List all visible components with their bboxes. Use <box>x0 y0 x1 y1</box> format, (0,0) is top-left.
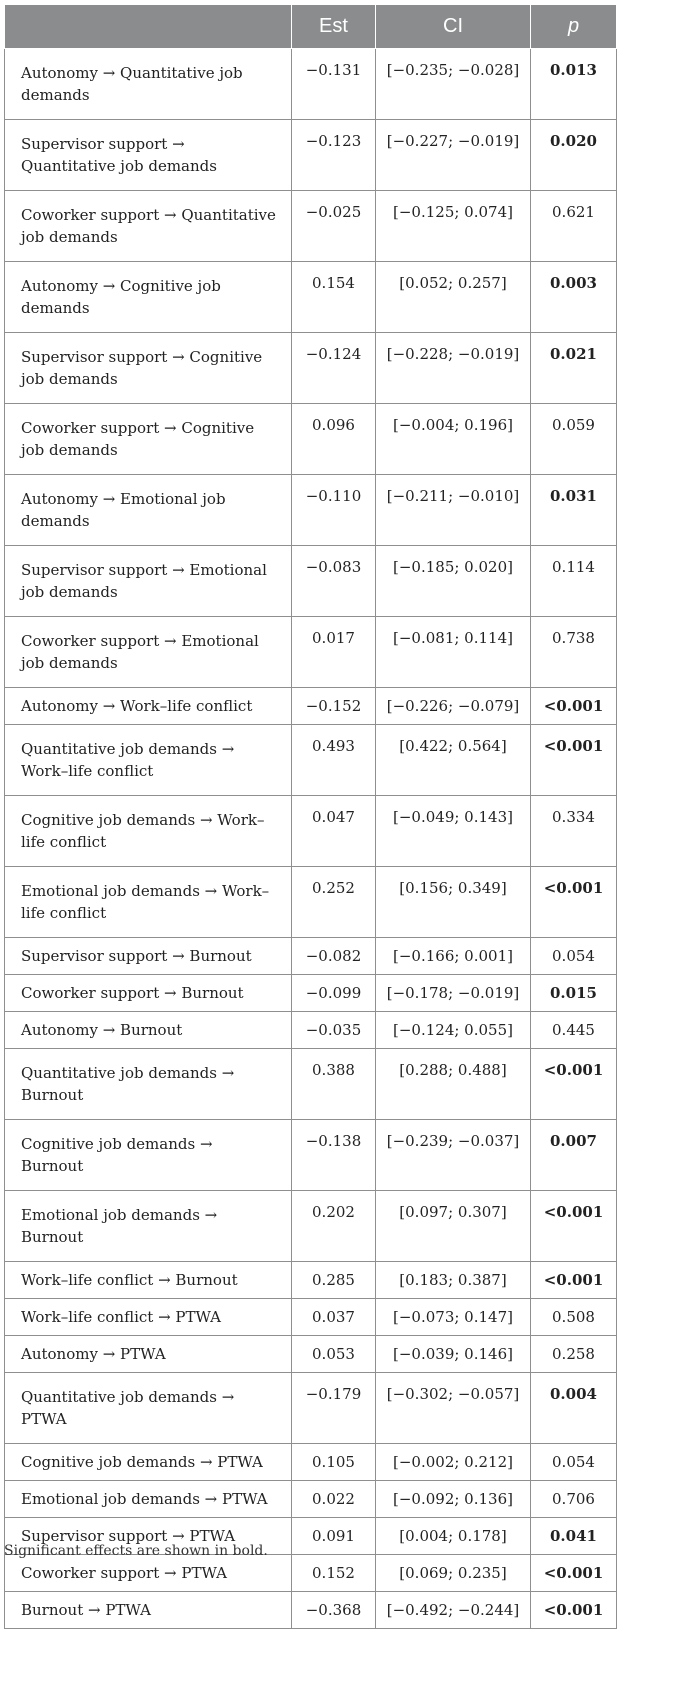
est-cell: −0.110 <box>292 475 376 546</box>
p-value-cell: 0.445 <box>531 1012 617 1049</box>
ci-cell: [−0.226; −0.079] <box>376 688 531 725</box>
table-row <box>5 475 617 546</box>
ci-cell: [−0.227; −0.019] <box>376 120 531 191</box>
table-row <box>5 725 617 796</box>
table-row <box>5 796 617 867</box>
p-value-cell: 0.621 <box>531 191 617 262</box>
header-path <box>5 5 292 49</box>
p-value-cell: 0.114 <box>531 546 617 617</box>
table-row <box>5 1049 617 1120</box>
est-cell: 0.252 <box>292 867 376 938</box>
table-body <box>5 49 617 1629</box>
ci-cell: [0.422; 0.564] <box>376 725 531 796</box>
table-row <box>5 1444 617 1481</box>
est-cell: −0.035 <box>292 1012 376 1049</box>
p-value-cell: 0.015 <box>531 975 617 1012</box>
ci-cell: [−0.125; 0.074] <box>376 191 531 262</box>
est-cell: 0.047 <box>292 796 376 867</box>
est-cell: 0.388 <box>292 1049 376 1120</box>
path-cell: Cognitive job demands → Burnout <box>5 1120 292 1191</box>
path-cell: Autonomy → Work–life conflict <box>5 688 292 725</box>
p-value-cell: <0.001 <box>531 1592 617 1629</box>
est-cell: −0.124 <box>292 333 376 404</box>
ci-cell: [0.288; 0.488] <box>376 1049 531 1120</box>
ci-cell: [0.052; 0.257] <box>376 262 531 333</box>
ci-cell: [−0.178; −0.019] <box>376 975 531 1012</box>
path-cell: Supervisor support → Burnout <box>5 938 292 975</box>
p-value-cell: 0.021 <box>531 333 617 404</box>
path-cell: Coworker support → Quantitative job demands <box>5 191 292 262</box>
header-row <box>5 5 617 49</box>
table-row <box>5 1592 617 1629</box>
est-cell: 0.096 <box>292 404 376 475</box>
est-cell: 0.037 <box>292 1299 376 1336</box>
path-cell: Emotional job demands → Burnout <box>5 1191 292 1262</box>
table-row <box>5 1481 617 1518</box>
est-cell: 0.202 <box>292 1191 376 1262</box>
ci-cell: [−0.211; −0.010] <box>376 475 531 546</box>
p-value-cell: 0.334 <box>531 796 617 867</box>
p-value-cell: 0.706 <box>531 1481 617 1518</box>
table-row <box>5 404 617 475</box>
p-value-cell: 0.258 <box>531 1336 617 1373</box>
path-cell: Quantitative job demands → PTWA <box>5 1373 292 1444</box>
est-cell: −0.138 <box>292 1120 376 1191</box>
est-cell: 0.493 <box>292 725 376 796</box>
table-row <box>5 938 617 975</box>
est-cell: −0.082 <box>292 938 376 975</box>
ci-cell: [−0.004; 0.196] <box>376 404 531 475</box>
header-p: p <box>531 5 617 49</box>
p-value-cell: 0.007 <box>531 1120 617 1191</box>
path-cell: Emotional job demands → PTWA <box>5 1481 292 1518</box>
est-cell: −0.179 <box>292 1373 376 1444</box>
path-cell: Quantitative job demands → Work–life conflict <box>5 725 292 796</box>
path-cell: Work–life conflict → Burnout <box>5 1262 292 1299</box>
est-cell: 0.285 <box>292 1262 376 1299</box>
p-value-cell: <0.001 <box>531 867 617 938</box>
ci-cell: [−0.185; 0.020] <box>376 546 531 617</box>
ci-cell: [0.156; 0.349] <box>376 867 531 938</box>
est-cell: 0.017 <box>292 617 376 688</box>
ci-cell: [−0.092; 0.136] <box>376 1481 531 1518</box>
table-row <box>5 262 617 333</box>
ci-cell: [−0.228; −0.019] <box>376 333 531 404</box>
p-value-cell: 0.041 <box>531 1518 617 1555</box>
ci-cell: [−0.081; 0.114] <box>376 617 531 688</box>
ci-cell: [0.183; 0.387] <box>376 1262 531 1299</box>
ci-cell: [0.097; 0.307] <box>376 1191 531 1262</box>
p-value-cell: <0.001 <box>531 725 617 796</box>
table-row <box>5 867 617 938</box>
ci-cell: [−0.124; 0.055] <box>376 1012 531 1049</box>
ci-cell: [−0.235; −0.028] <box>376 49 531 120</box>
path-cell: Supervisor support → Quantitative job demands <box>5 120 292 191</box>
est-cell: 0.154 <box>292 262 376 333</box>
est-cell: −0.099 <box>292 975 376 1012</box>
header-ci: CI <box>376 5 531 49</box>
ci-cell: [0.069; 0.235] <box>376 1555 531 1592</box>
path-cell: Supervisor support → PTWA <box>5 1518 292 1555</box>
p-value-cell: 0.738 <box>531 617 617 688</box>
table-row <box>5 617 617 688</box>
est-cell: 0.091 <box>292 1518 376 1555</box>
path-cell: Coworker support → PTWA <box>5 1555 292 1592</box>
est-cell: 0.022 <box>292 1481 376 1518</box>
p-value-cell: 0.020 <box>531 120 617 191</box>
p-value-cell: 0.054 <box>531 1444 617 1481</box>
path-cell: Quantitative job demands → Burnout <box>5 1049 292 1120</box>
table-row <box>5 49 617 120</box>
path-cell: Supervisor support → Emotional job demands <box>5 546 292 617</box>
path-cell: Cognitive job demands → PTWA <box>5 1444 292 1481</box>
ci-cell: [−0.049; 0.143] <box>376 796 531 867</box>
path-cell: Emotional job demands → Work–life conflict <box>5 867 292 938</box>
est-cell: −0.025 <box>292 191 376 262</box>
ci-cell: [−0.492; −0.244] <box>376 1592 531 1629</box>
p-value-cell: 0.059 <box>531 404 617 475</box>
table-row <box>5 1012 617 1049</box>
path-cell: Autonomy → Emotional job demands <box>5 475 292 546</box>
ci-cell: [−0.239; −0.037] <box>376 1120 531 1191</box>
table-row <box>5 546 617 617</box>
path-cell: Burnout → PTWA <box>5 1592 292 1629</box>
table-header <box>5 5 617 49</box>
table-row <box>5 1336 617 1373</box>
ci-cell: [0.004; 0.178] <box>376 1518 531 1555</box>
p-value-cell: <0.001 <box>531 1555 617 1592</box>
path-cell: Autonomy → Cognitive job demands <box>5 262 292 333</box>
ci-cell: [−0.039; 0.146] <box>376 1336 531 1373</box>
est-cell: 0.105 <box>292 1444 376 1481</box>
table-row <box>5 120 617 191</box>
ci-cell: [−0.002; 0.212] <box>376 1444 531 1481</box>
table-row <box>5 1191 617 1262</box>
p-value-cell: <0.001 <box>531 1262 617 1299</box>
path-cell: Supervisor support → Cognitive job demands <box>5 333 292 404</box>
est-cell: −0.152 <box>292 688 376 725</box>
table-row <box>5 1373 617 1444</box>
ci-cell: [−0.166; 0.001] <box>376 938 531 975</box>
p-value-cell: 0.508 <box>531 1299 617 1336</box>
results-table <box>4 4 617 1629</box>
results-table-container <box>4 4 616 1629</box>
p-value-cell: <0.001 <box>531 1191 617 1262</box>
header-est: Est <box>292 5 376 49</box>
est-cell: −0.131 <box>292 49 376 120</box>
p-value-cell: <0.001 <box>531 688 617 725</box>
est-cell: −0.083 <box>292 546 376 617</box>
ci-cell: [−0.302; −0.057] <box>376 1373 531 1444</box>
table-row <box>5 1120 617 1191</box>
path-cell: Coworker support → Cognitive job demands <box>5 404 292 475</box>
table-footnote: Significant effects are shown in bold. <box>4 1543 268 1559</box>
table-row <box>5 975 617 1012</box>
p-value-cell: <0.001 <box>531 1049 617 1120</box>
path-cell: Autonomy → PTWA <box>5 1336 292 1373</box>
table-row <box>5 1299 617 1336</box>
p-value-cell: 0.054 <box>531 938 617 975</box>
table-row <box>5 1555 617 1592</box>
est-cell: −0.123 <box>292 120 376 191</box>
est-cell: −0.368 <box>292 1592 376 1629</box>
table-row <box>5 333 617 404</box>
est-cell: 0.152 <box>292 1555 376 1592</box>
path-cell: Autonomy → Burnout <box>5 1012 292 1049</box>
path-cell: Coworker support → Emotional job demands <box>5 617 292 688</box>
est-cell: 0.053 <box>292 1336 376 1373</box>
ci-cell: [−0.073; 0.147] <box>376 1299 531 1336</box>
path-cell: Coworker support → Burnout <box>5 975 292 1012</box>
p-value-cell: 0.003 <box>531 262 617 333</box>
table-row <box>5 191 617 262</box>
path-cell: Cognitive job demands → Work–life conflict <box>5 796 292 867</box>
path-cell: Work–life conflict → PTWA <box>5 1299 292 1336</box>
p-value-cell: 0.031 <box>531 475 617 546</box>
p-value-cell: 0.004 <box>531 1373 617 1444</box>
p-value-cell: 0.013 <box>531 49 617 120</box>
table-row <box>5 1262 617 1299</box>
path-cell: Autonomy → Quantitative job demands <box>5 49 292 120</box>
table-row <box>5 688 617 725</box>
